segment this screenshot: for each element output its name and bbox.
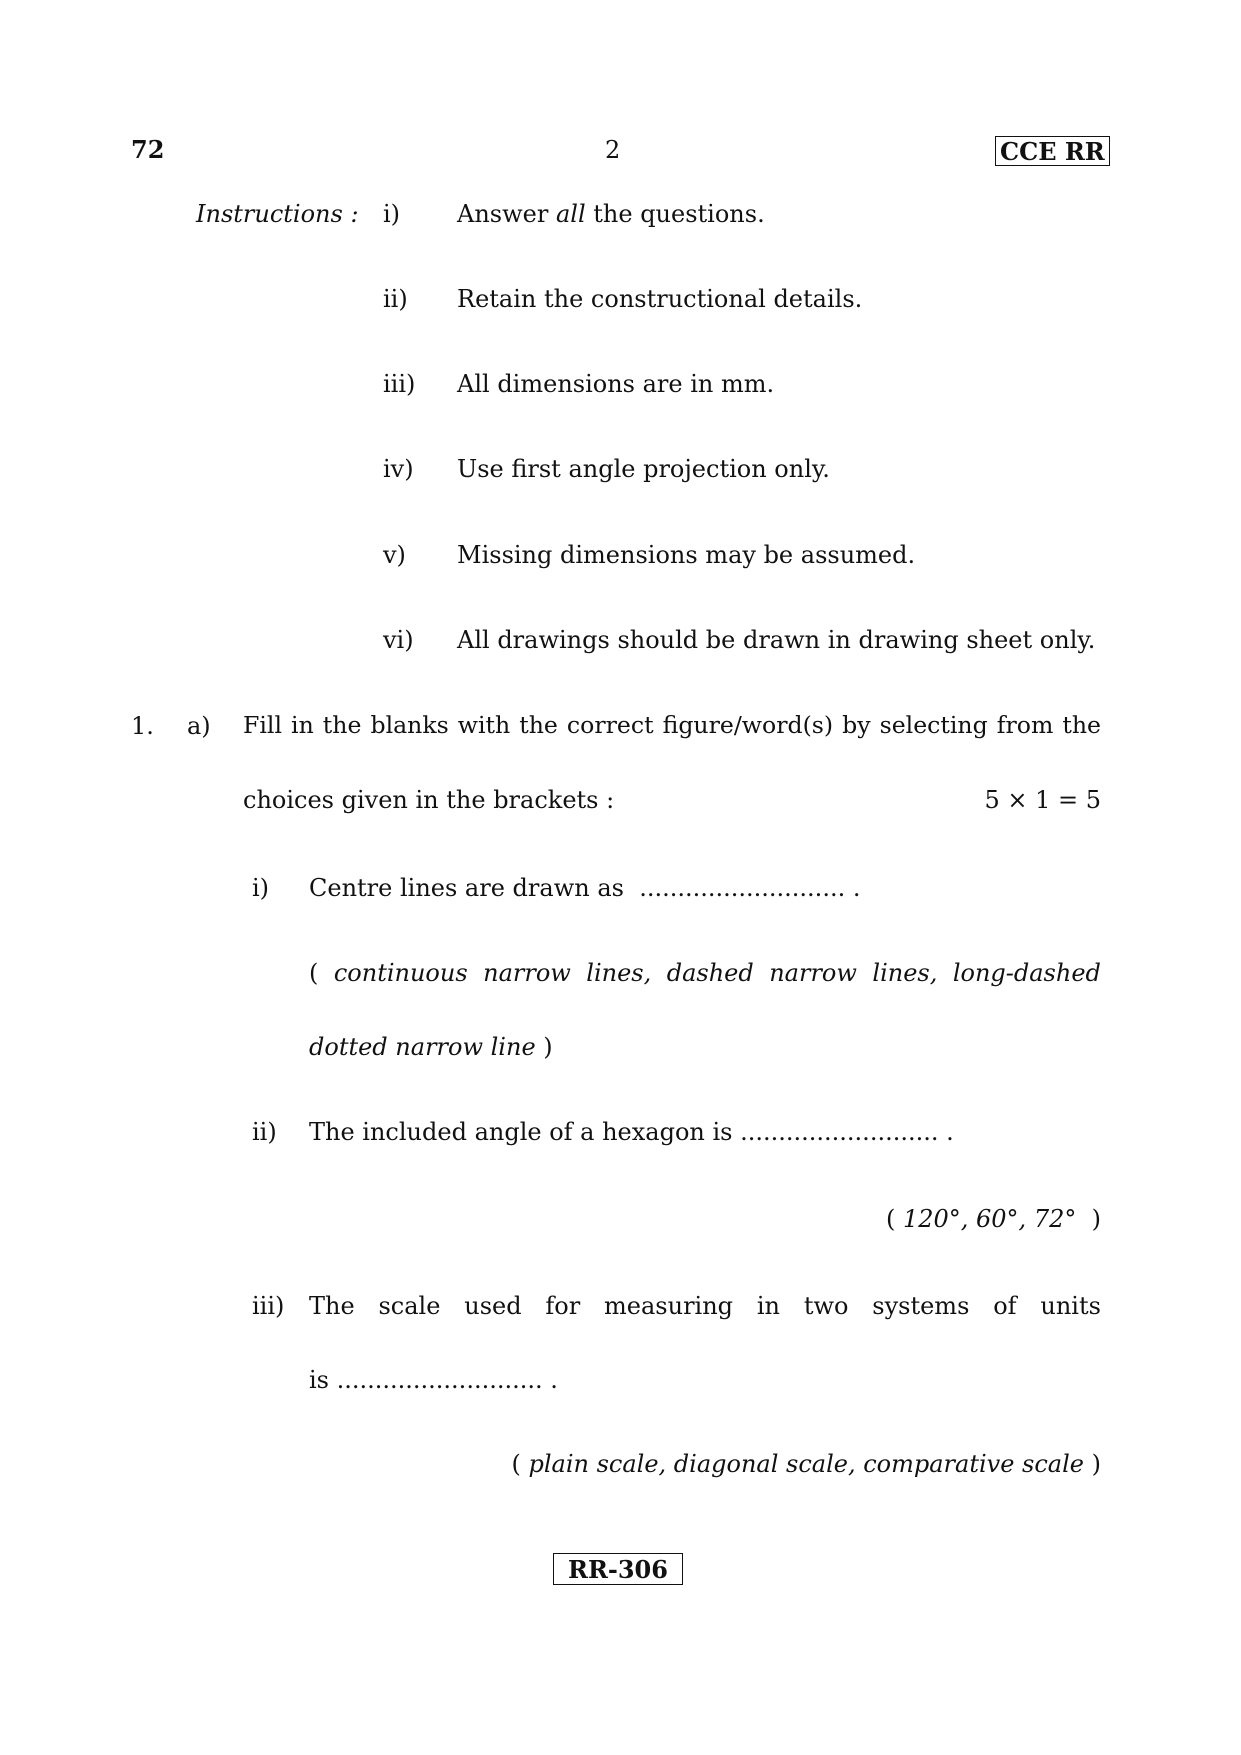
subquestion-number: ii) (252, 1118, 277, 1146)
question-word: The (309, 1292, 355, 1320)
instruction-number: vi) (383, 626, 414, 654)
subquestion-number: iii) (252, 1292, 285, 1320)
question-word: units (1040, 1292, 1101, 1320)
choice-text: dotted narrow line (309, 1033, 536, 1061)
instruction-text: Retain the constructional details. (457, 285, 863, 313)
bracket-open: ( (885, 1205, 896, 1233)
instruction-number: ii) (383, 285, 408, 313)
instruction-text: All drawings should be drawn in drawing sheet only. (457, 626, 1096, 654)
question-word: used (464, 1292, 522, 1320)
choice-word: lines, (872, 959, 938, 987)
subquestion-text (309, 1294, 1101, 1318)
question-paper-number: 72 (131, 135, 165, 164)
question-word: measuring (604, 1292, 734, 1320)
question-number: 1. (131, 712, 154, 740)
subquestion-text: The included angle of a hexagon is .......................... . (309, 1118, 954, 1146)
choices-line (760, 1207, 1101, 1231)
choice-text: plain scale, diagonal scale, comparative scale (528, 1450, 1084, 1478)
question-word: of (993, 1292, 1017, 1320)
subquestion-text-line: is ........................... . (309, 1366, 558, 1394)
choices-line (500, 1452, 1101, 1476)
bracket-open: ( (511, 1450, 521, 1478)
bracket-close: ) (1091, 1205, 1101, 1233)
instruction-text-part: the questions. (585, 200, 765, 228)
question-text-line: Fill in the blanks with the correct figure/word(s) by selecting from the (243, 711, 1101, 739)
question-word: two (803, 1292, 849, 1320)
question-text-line: choices given in the brackets : (243, 786, 615, 814)
footer-code-badge: RR-306 (553, 1553, 683, 1585)
instructions-label: Instructions : (196, 200, 359, 228)
bracket-close: ) (1091, 1450, 1101, 1478)
choices-line (309, 961, 1101, 985)
paper-code-badge: CCE RR (995, 136, 1110, 166)
instruction-text-part: Answer (457, 200, 556, 228)
question-word: scale (378, 1292, 441, 1320)
question-word: systems (872, 1292, 970, 1320)
instruction-number: iii) (383, 370, 416, 398)
question-word: for (545, 1292, 581, 1320)
bracket-close: ) (543, 1033, 553, 1061)
instruction-text: Use first angle projection only. (457, 455, 830, 483)
page-number: 2 (605, 136, 621, 164)
choice-word: narrow (769, 959, 857, 987)
choice-word: dashed (666, 959, 754, 987)
instruction-text (457, 202, 765, 226)
question-part: a) (187, 712, 211, 740)
choice-word: narrow (483, 959, 571, 987)
instruction-number: iv) (383, 455, 414, 483)
choice-word: lines, (586, 959, 652, 987)
instruction-text: All dimensions are in mm. (457, 370, 775, 398)
choices-line (309, 1035, 553, 1059)
instruction-number: v) (383, 541, 406, 569)
answer-blank: ........................... . (639, 874, 861, 902)
marks-allocation: 5 × 1 = 5 (984, 786, 1101, 814)
subquestion-text (309, 876, 860, 900)
bracket-open: ( (309, 959, 319, 987)
choice-word: continuous (333, 959, 468, 987)
instruction-number: i) (383, 200, 401, 228)
question-word: in (756, 1292, 780, 1320)
choice-text: 120°, 60°, 72° (902, 1205, 1077, 1233)
instruction-text: Missing dimensions may be assumed. (457, 541, 916, 569)
emphasis-text: all (555, 200, 586, 228)
choice-word: long-dashed (952, 959, 1101, 987)
subquestion-stem: Centre lines are drawn as (309, 874, 624, 902)
subquestion-number: i) (252, 874, 270, 902)
